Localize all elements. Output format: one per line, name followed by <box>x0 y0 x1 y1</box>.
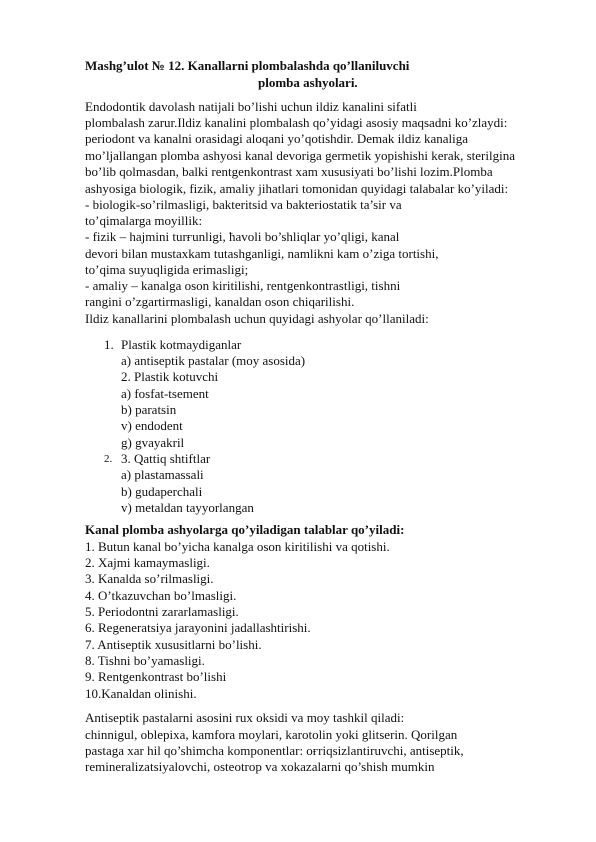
requirement-item: 2. Xajmi kamaymasligi. <box>85 555 210 570</box>
list-subitem: 3. Qattiq shtiftlar <box>121 451 211 466</box>
list-number: 1. <box>104 337 114 352</box>
requirement-item: 3. Kanalda so’rilmasligi. <box>85 571 214 586</box>
intro-line: Endodontik davolash natijali bo’lishi uchun ildiz kanalini sifatli <box>85 99 417 114</box>
intro-line: - amaliy – kanalga oson kiritilishi, rentgenkontrastligi, tishni <box>85 278 401 293</box>
closing-line: Antiseptik pastalarni asosini rux oksidi va moy tashkil qiladi: <box>85 710 405 725</box>
intro-line: to’qima suyuqligida erimasligi; <box>85 262 249 277</box>
intro-line: to’qimalarga moyillik: <box>85 213 203 228</box>
requirement-item: 7. Antiseptik xususitlarni bo’lishi. <box>85 637 262 652</box>
list-subitem: a) antiseptik pastalar (moy asosida) <box>121 353 306 368</box>
list-subitem: v) metaldan tayyorlangan <box>121 500 254 515</box>
intro-line: Ildiz kanallarini plombalash uchun quyidagi ashyolar qo’llaniladi: <box>85 311 429 326</box>
intro-line: - biologik-so’rilmasligi, bakteritsid va bakteriostatik ta’sir va <box>85 197 402 212</box>
intro-line: rangini o’zgartirmasligi, kanaldan oson chiqarilishi. <box>85 294 355 309</box>
closing-line: pastaga xar hil qo’shimcha komponentlar: oғriqsizlantiruvchi, antiseptik, <box>85 743 464 758</box>
requirement-item: 4. O’tkazuvchan bo’lmasligi. <box>85 588 237 603</box>
requirements-heading: Kanal plomba ashyolarga qo’yiladigan talablar qo’yiladi: <box>85 522 405 537</box>
requirement-item: 8. Tishni bo’yamasligi. <box>85 653 205 668</box>
requirement-item: 1. Butun kanal bo’yicha kanalga oson kiritilishi va qotishi. <box>85 539 390 554</box>
list-subitem: 2. Plastik kotuvchi <box>121 369 219 384</box>
intro-line: plombalash zarur.Ildiz kanalini plombalash qo’yidagi asosiy maqsadni ko’zlaydi: <box>85 115 508 130</box>
intro-line: - fizik – hajmini turғunligi, ћavoli bo’shliqlar yo’qligi, kanal <box>85 229 400 244</box>
closing-line: remineralizatsiyalovchi, osteotrop va xokazalarni qo’shish mumkin <box>85 759 435 774</box>
intro-line: mo’ljallangan plomba ashyosi kanal devoriga germetik yopishishi kerak, sterilgina <box>85 148 515 163</box>
intro-line: periodont va kanalni orasidagi aloqani yo’qotishdir. Demak ildiz kanaliga <box>85 131 469 146</box>
intro-line: ashyosiga biologik, fizik, amaliy jihatlari tomonidan quyidagi talabalar ko’yiladi: <box>85 181 509 196</box>
list-subitem: a) fosfat-tsement <box>121 386 209 401</box>
closing-line: chinnigul, oblepixa, kamfora moylari, karotolin yoki glitserin. Qorilgan <box>85 727 458 742</box>
title-line-1: Mashg’ulot № 12. Kanallarni plombalashda qo’llaniluvchi <box>85 58 410 73</box>
requirement-item: 9. Rentgenkontrast bo’lishi <box>85 669 227 684</box>
title-line-2: plomba ashyolari. <box>258 75 358 90</box>
list-item-label: Plastik kotmaydiganlar <box>121 337 242 352</box>
list-subitem: a) plastamassali <box>121 467 204 482</box>
intro-line: devori bilan mustaxkam tutashganligi, namlikni kam o’ziga tortishi, <box>85 246 439 261</box>
list-number: 2. <box>104 453 113 465</box>
intro-line: bo’lib qolmasdan, balki rentgenkontrast xam xususiyati bo’lishi lozim.Plomba <box>85 164 493 179</box>
list-subitem: v) endodent <box>121 418 183 433</box>
requirement-item: 6. Regeneratsiya jarayonini jadallashtirishi. <box>85 620 311 635</box>
list-subitem: g) gvayakril <box>121 435 185 450</box>
list-subitem: b) gudaperchali <box>121 484 203 499</box>
requirement-item: 10.Kanaldan olinishi. <box>85 686 197 701</box>
list-subitem: b) paratsin <box>121 402 177 417</box>
requirement-item: 5. Periodontni zararlamasligi. <box>85 604 239 619</box>
